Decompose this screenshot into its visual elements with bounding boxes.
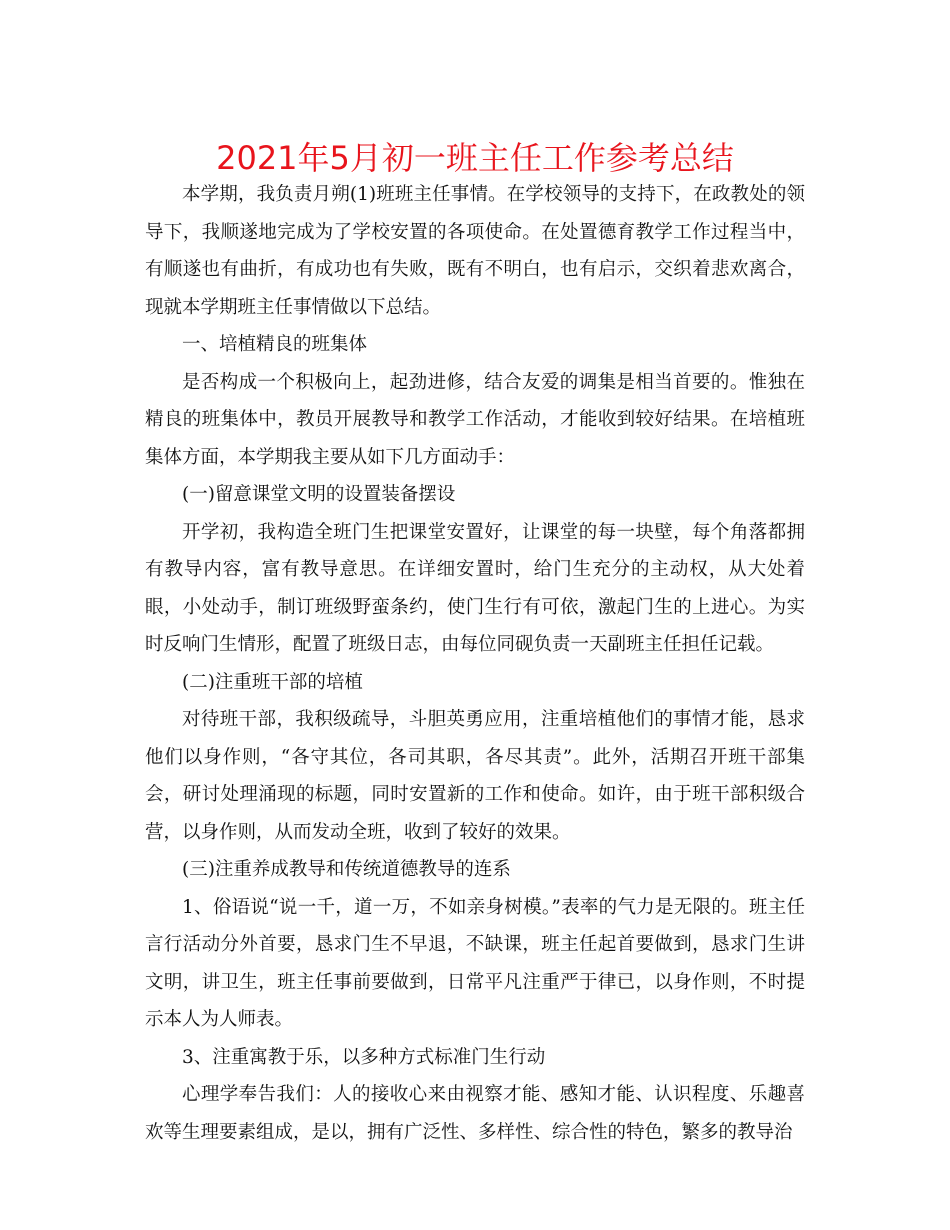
subsection-heading-2: (二)注重班干部的培植 — [182, 671, 363, 693]
subsection-heading-1: (一)留意课堂文明的设置装备摆设 — [182, 484, 456, 505]
section-heading-1: 一、培植精良的班集体 — [182, 334, 368, 355]
paragraph: 心理学奉告我们：人的接收心来由视察才能、感知才能、认识程度、乐趣喜欢等生理要素组成，是以，拥有广泛性、多样性、综合性的特色，繁多的教导治 — [145, 1084, 805, 1143]
list-item-heading: 3、注重寓教于乐，以多种方式标准门生行动 — [182, 1046, 546, 1068]
paragraph: 对待班干部，我积级疏导，斗胆英勇应用，注重培植他们的事情才能，恳求他们以身作则，“各守其位，各司其职，各尽其责”。此外，活期召开班干部集会，研讨处理涌现的标题，同时安置新的工作和使命。如许，由于班干部积级合营，以身作则，从而发动全班，收到了较好的效果。 — [145, 709, 805, 843]
paragraph-intro: 本学期，我负责月朔(1)班班主任事情。在学校领导的支持下，在政教处的领导下，我顺遂地完成为了学校安置的各项使命。在处置德育教学工作过程当中，有顺遂也有曲折，有成功也有失败，既有不明白，也有启示，交织着悲欢离合，现就本学期班主任事情做以下总结。 — [145, 184, 805, 318]
paragraph: 开学初，我构造全班门生把课堂安置好，让课堂的每一块壁，每个角落都拥有教导内容，富有教导意思。在详细安置时，给门生充分的主动权，从大处着眼，小处动手，制订班级野蛮条约，使门生行有可依，激起门生的上进心。为实时反响门生情形，配置了班级日志，由每位同砚负责一天副班主任担任记载。 — [145, 521, 805, 655]
paragraph: 是否构成一个积极向上，起劲进修，结合友爱的调集是相当首要的。惟独在精良的班集体中，教员开展教导和教学工作活动，才能收到较好结果。在培植班集体方面，本学期我主要从如下几方面动手： — [145, 371, 805, 468]
document-body — [145, 176, 805, 1151]
document-title: 2021年5月初一班主任工作参考总结 — [216, 139, 734, 177]
subsection-heading-3: (三)注重养成教导和传统道德教导的连系 — [182, 859, 511, 880]
paragraph: 1、俗语说“说一千，道一万，不如亲身树模。”表率的气力是无限的。班主任言行活动分外首要，恳求门生不早退，不缺课，班主任起首要做到，恳求门生讲文明，讲卫生，班主任事前要做到，日常平凡注重严于律已，以身作则，不时提示本人为人师表。 — [145, 896, 805, 1030]
